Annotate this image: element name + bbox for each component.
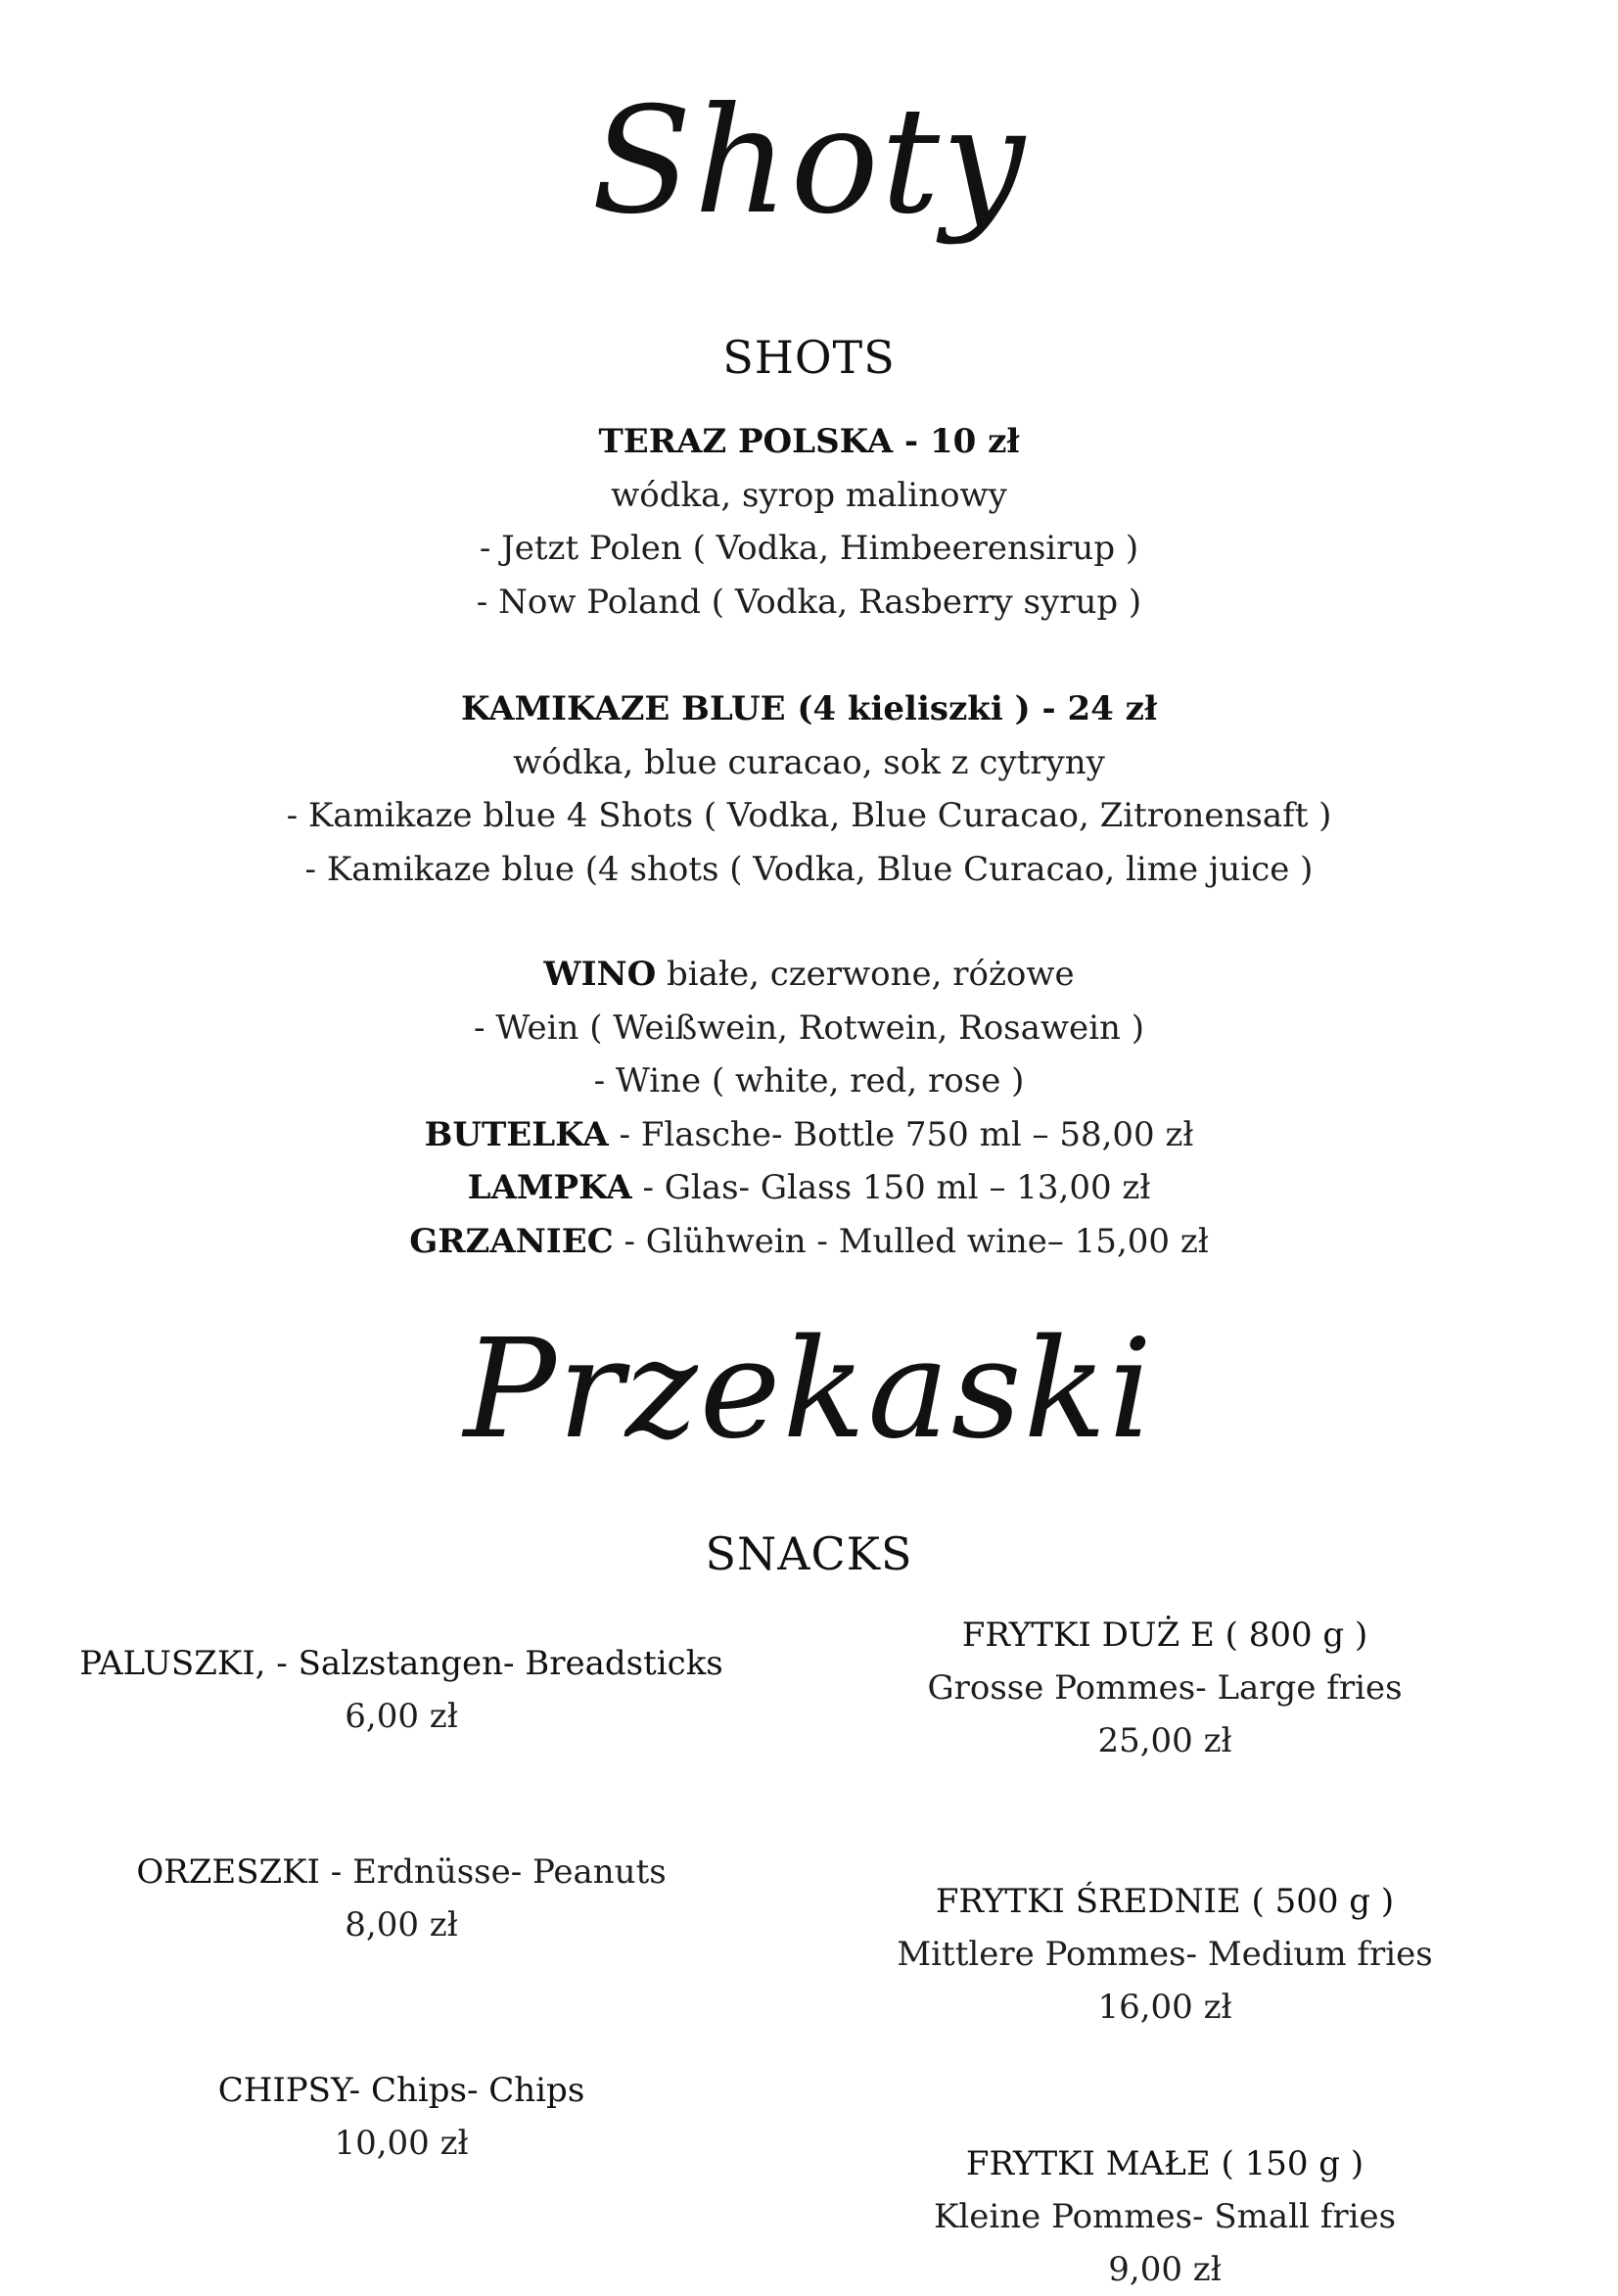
snack-item-frytki-srednie bbox=[812, 1875, 1517, 2034]
snack-name: FRYTKI ŚREDNIE ( 500 g ) bbox=[935, 1882, 1395, 1921]
snack-price: 9,00 zł bbox=[1108, 2250, 1222, 2289]
snack-price: 8,00 zł bbox=[345, 1905, 458, 1945]
item-german: - Kamikaze blue 4 Shots ( Vodka, Blue Curacao, Zitronensaft ) bbox=[286, 796, 1332, 835]
snack-description: Grosse Pommes- Large fries bbox=[927, 1668, 1403, 1708]
snack-item-chipsy bbox=[59, 2064, 744, 2170]
snack-name: FRYTKI DUŻ E ( 800 g ) bbox=[961, 1616, 1368, 1655]
item-ingredients: wódka, syrop malinowy bbox=[611, 475, 1007, 515]
item-name: TERAZ POLSKA - 10 zł bbox=[598, 422, 1020, 461]
menu-item-wino bbox=[0, 948, 1618, 1268]
snack-item-frytki-duze bbox=[812, 1609, 1517, 1767]
item-german: - Jetzt Polen ( Vodka, Himbeerensirup ) bbox=[479, 529, 1139, 568]
snack-item-orzeszki bbox=[59, 1846, 744, 1951]
wine-title: WINO bbox=[543, 955, 657, 994]
item-ingredients: wódka, blue curacao, sok z cytryny bbox=[513, 742, 1105, 782]
option-name: GRZANIEC bbox=[409, 1221, 614, 1261]
snack-description: Mittlere Pommes- Medium fries bbox=[897, 1935, 1433, 1974]
snack-item-frytki-male bbox=[812, 2137, 1517, 2296]
wine-german: - Wein ( Weißwein, Rotwein, Rosawein ) bbox=[474, 1007, 1144, 1048]
snack-translation: - Erdnüsse- Peanuts bbox=[319, 1852, 667, 1892]
snack-name-line bbox=[59, 1846, 744, 1898]
item-english: - Now Poland ( Vodka, Rasberry syrup ) bbox=[476, 582, 1142, 622]
item-name: KAMIKAZE BLUE (4 kieliszki ) - 24 zł bbox=[460, 689, 1158, 728]
snack-name: PALUSZKI, - Salzstangen- Breadsticks bbox=[79, 1644, 723, 1683]
section-heading-snacks: SNACKS bbox=[705, 1527, 913, 1580]
menu-item-kamikaze-blue bbox=[0, 682, 1618, 896]
option-name: BUTELKA bbox=[424, 1114, 609, 1154]
snack-name: CHIPSY- Chips- Chips bbox=[217, 2071, 585, 2110]
wine-option-lampka bbox=[0, 1161, 1618, 1215]
snack-description: Kleine Pommes- Small fries bbox=[933, 2197, 1397, 2236]
option-name: LAMPKA bbox=[467, 1168, 632, 1207]
snack-name: FRYTKI MAŁE ( 150 g ) bbox=[965, 2144, 1364, 2183]
snack-price: 6,00 zł bbox=[345, 1697, 458, 1736]
snack-price: 25,00 zł bbox=[1097, 1721, 1232, 1760]
wine-option-butelka bbox=[0, 1108, 1618, 1162]
wine-option-grzaniec bbox=[0, 1215, 1618, 1269]
snack-item-paluszki bbox=[59, 1637, 744, 1743]
wine-types: białe, czerwone, różowe bbox=[656, 955, 1075, 994]
page-title-przekaski: Przekaski bbox=[463, 1310, 1155, 1470]
item-english: - Kamikaze blue (4 shots ( Vodka, Blue Curacao, lime juice ) bbox=[304, 849, 1314, 889]
snack-price: 16,00 zł bbox=[1097, 1988, 1232, 2027]
wine-english: - Wine ( white, red, rose ) bbox=[593, 1061, 1025, 1101]
wine-title-line bbox=[0, 948, 1618, 1002]
page-title-shoty: Shoty bbox=[591, 76, 1027, 247]
option-detail: - Glas- Glass 150 ml – 13,00 zł bbox=[631, 1168, 1151, 1207]
section-heading-shots: SHOTS bbox=[722, 331, 896, 384]
option-detail: - Flasche- Bottle 750 ml – 58,00 zł bbox=[608, 1114, 1194, 1154]
snack-name: ORZESZKI bbox=[136, 1852, 320, 1892]
menu-item-teraz-polska bbox=[0, 415, 1618, 629]
option-detail: - Glühwein - Mulled wine– 15,00 zł bbox=[613, 1221, 1209, 1261]
snack-price: 10,00 zł bbox=[334, 2124, 469, 2163]
